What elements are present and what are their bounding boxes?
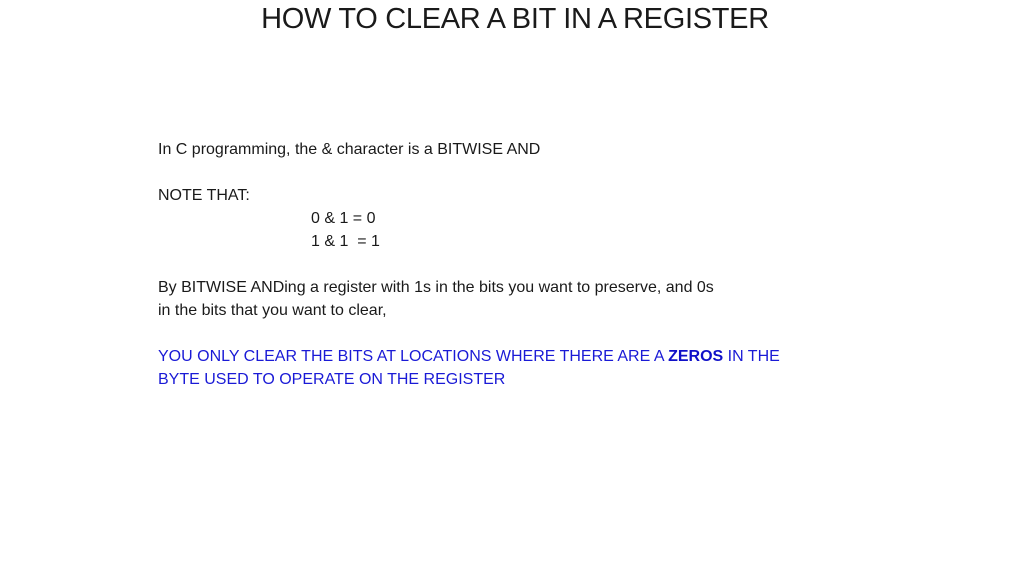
highlight-part-2: IN THE (723, 348, 780, 365)
intro-text: In C programming, the & character is a BITWISE AND (158, 141, 541, 158)
truth-row-2: 1 & 1 = 1 (311, 233, 380, 250)
spacer (158, 253, 778, 276)
slide-title: HOW TO CLEAR A BIT IN A REGISTER (261, 3, 769, 35)
highlight-line-2: BYTE USED TO OPERATE ON THE REGISTER (158, 371, 506, 388)
highlight-part-1: YOU ONLY CLEAR THE BITS AT LOCATIONS WHERE THERE ARE A (158, 348, 669, 365)
explanation-line-2: in the bits that you want to clear, (158, 302, 387, 319)
note-heading: NOTE THAT: (158, 187, 250, 204)
explanation-line-1: By BITWISE ANDing a register with 1s in the bits you want to preserve, and 0s (158, 279, 714, 296)
spacer (158, 322, 778, 345)
highlight-line-1 (158, 345, 778, 368)
truth-row-1: 0 & 1 = 0 (311, 210, 376, 227)
spacer (158, 161, 778, 184)
highlight-emphasis: ZEROS (668, 348, 724, 365)
slide-body (158, 138, 778, 391)
